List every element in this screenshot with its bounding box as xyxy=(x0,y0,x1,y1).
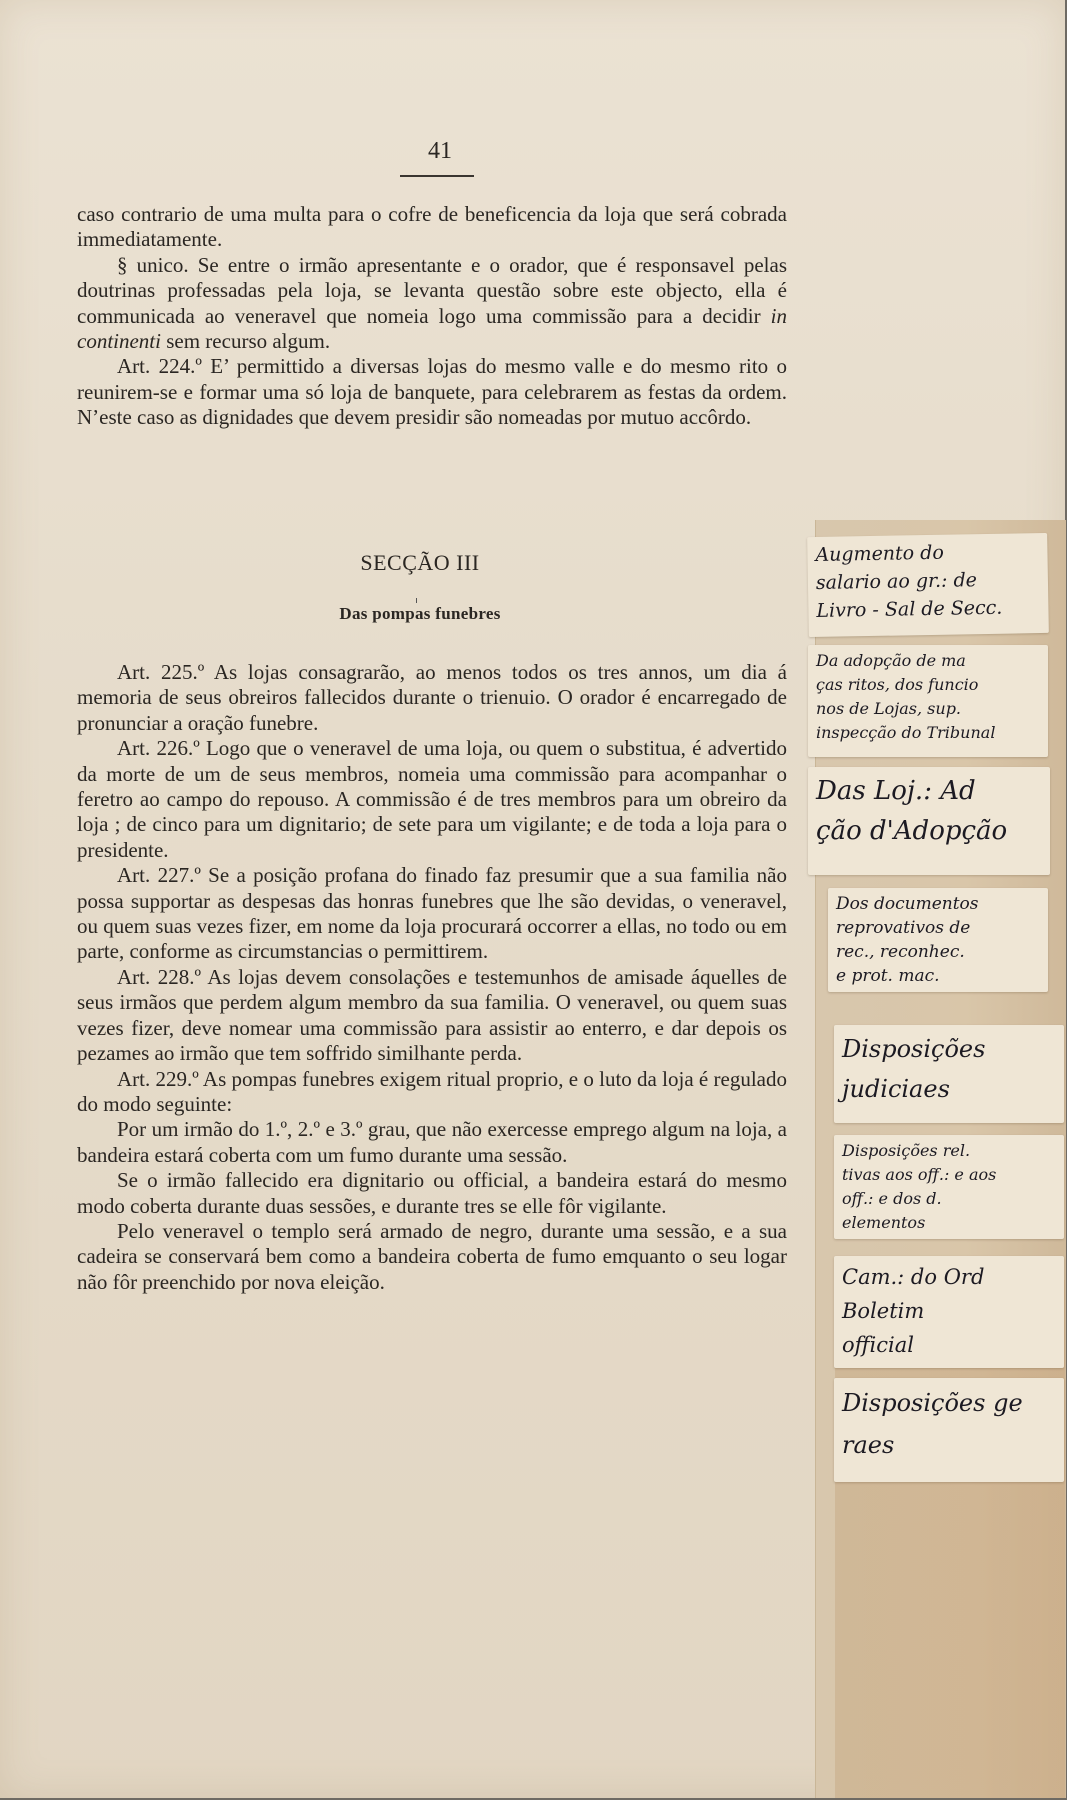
paragraph-fine-continuation: caso contrario de uma multa para o cofre de beneficencia da loja que será cobrada immediatamente. xyxy=(77,202,787,252)
paragraph-art-224: Art. 224.º E’ permittido a diversas lojas do mesmo valle e do mesmo rito o reunirem-se e formar uma só loja de banquete, para celebrarem as festas da ordem. N’este caso as dignidades que devem presidir são nomeadas por mutuo accôrdo. xyxy=(77,354,787,430)
handwritten-note-5: Disposições judiciaes xyxy=(834,1025,1064,1123)
paragraph-luto-3: Pelo veneravel o templo será armado de negro, durante uma sessão, e a sua cadeira se conservará bem como a bandeira coberta de fumo emquanto o seu logar não fôr preenchido por nova eleição. xyxy=(77,1218,787,1294)
section-subtitle: Das pompas funebres xyxy=(339,604,501,623)
italic-in-continenti: in continenti xyxy=(77,303,788,354)
paragraph-luto-1: Por um irmão do 1.º, 2.º e 3.º grau, que não exercesse emprego algum na loja, a bandeira estará coberta com um fumo durante uma sessão. xyxy=(77,1117,787,1167)
handwritten-note-8: Disposições ge raes xyxy=(834,1378,1064,1482)
handwritten-note-7: Cam.: do Ord Boletim official xyxy=(834,1256,1064,1368)
section-tick xyxy=(416,598,417,603)
handwritten-note-3: Das Loj.: Ad ção d'Adopção xyxy=(808,767,1050,875)
handwritten-note-4: Dos documentos reprovativos de rec., reconhec. e prot. mac. xyxy=(828,888,1048,992)
text-block-articles xyxy=(77,660,787,1295)
paragraph-art-227: Art. 227.º Se a posição profana do finado faz presumir que a sua familia não possa supportar as despesas das honras funebres que lhe são devidas, o veneravel, ou quem suas vezes fizer, em nome da loja procurará occorrer a ellas, no todo ou em parte, conforme as circumstancias o permittirem. xyxy=(77,863,787,964)
text-block-top xyxy=(77,202,787,431)
paragraph-unico xyxy=(77,253,787,355)
paragraph-art-228: Art. 228.º As lojas devem consolações e testemunhos de amisade áquelles de seus irmãos que perdem algum membro da sua familia. O veneravel, ou quem suas vezes fizer, deve nomear uma commissão para assistir ao enterro, e dar depois os pezames ao irmão que tem soffrido similhante perda. xyxy=(77,964,787,1066)
unico-text: § unico. Se entre o irmão apresentante e o orador, que é responsavel pelas doutrinas professadas pela loja, se levanta questão sobre este objecto, ella é communicada ao veneravel que nomeia logo uma commissão para a decidir xyxy=(77,252,787,328)
paragraph-luto-2: Se o irmão fallecido era dignitario ou official, a bandeira estará do mesmo modo coberta durante duas sessões, e durante tres se elle fôr vigilante. xyxy=(77,1168,787,1218)
handwritten-note-2: Da adopção de ma ças ritos, dos funcio nos de Lojas, sup. inspecção do Tribunal xyxy=(808,645,1048,757)
paragraph-art-225: Art. 225.º As lojas consagrarão, ao menos todos os tres annos, um dia á memoria de seus obreiros fallecidos durante o trienuio. O orador é encarregado de pronunciar a oração funebre. xyxy=(77,660,787,735)
handwritten-note-6: Disposições rel. tivas aos off.: e aos off.: e dos d. elementos xyxy=(834,1135,1064,1239)
page-number: 41 xyxy=(428,138,452,164)
paragraph-art-226: Art. 226.º Logo que o veneravel de uma loja, ou quem o substitua, é advertido da morte de um de seus membros, nomeia uma commissão para acompanhar o feretro ao campo do repouso. A commissão é de tres membros para um obreiro da loja ; de cinco para um dignitario; de sete para um vigilante; e de toda a loja para o presidente. xyxy=(77,736,787,862)
section-title: SECÇÃO III xyxy=(360,550,480,575)
paragraph-art-229: Art. 229.º As pompas funebres exigem ritual proprio, e o luto da loja é regulado do modo seguinte: xyxy=(77,1066,787,1116)
page-number-rule xyxy=(400,175,474,177)
unico-end: sem recurso algum. xyxy=(166,329,331,354)
handwritten-note-1: Augmento do salario ao gr.: de Livro - Sal de Secc. xyxy=(807,533,1049,637)
